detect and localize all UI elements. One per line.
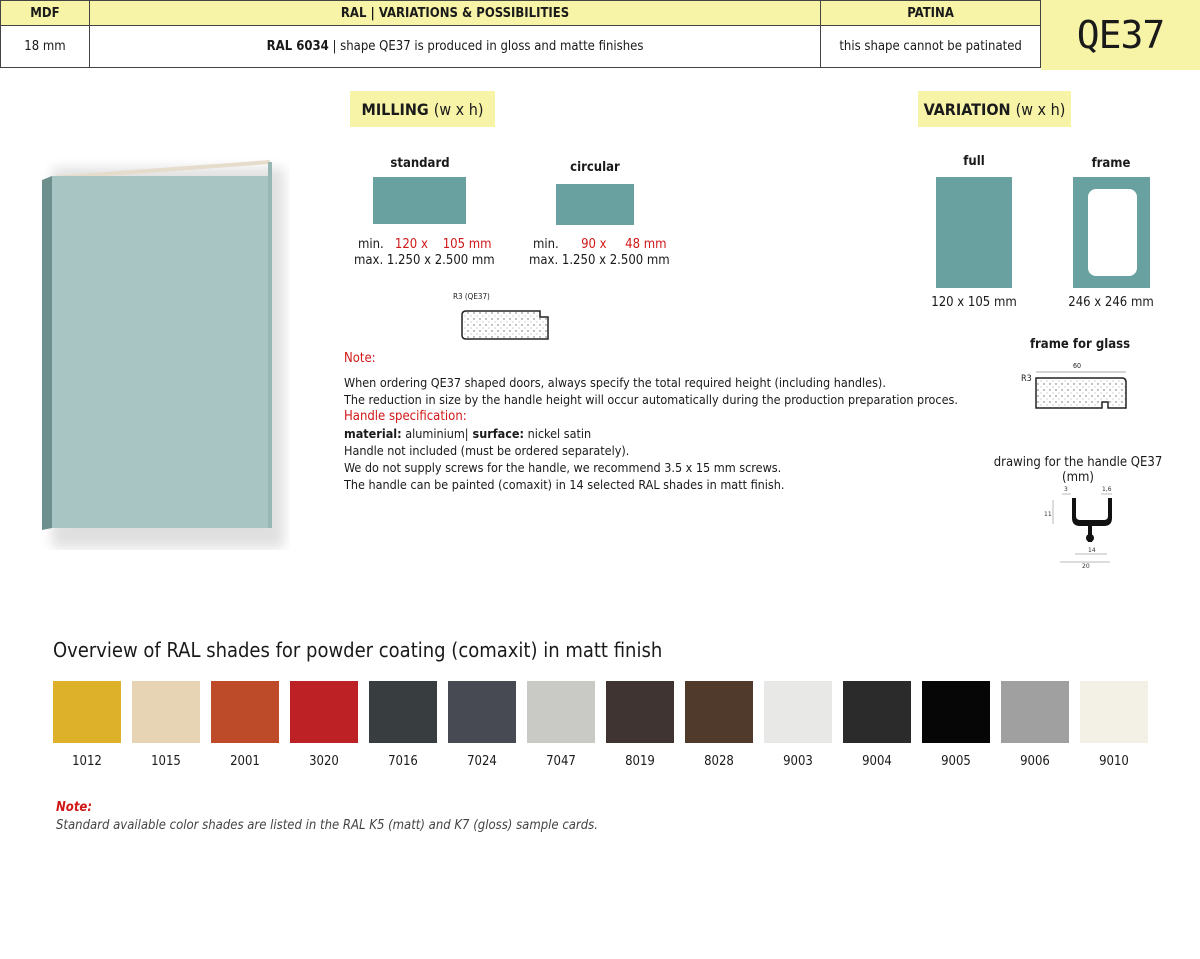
mdf-header: MDF [1, 1, 90, 26]
circular-dims [529, 237, 670, 269]
ral-swatch-9006 [1001, 681, 1069, 743]
ral-code-label: 9006 [1020, 754, 1050, 769]
circular-min-prefix: min. [533, 237, 559, 252]
ral-code-label: 1012 [72, 754, 102, 769]
milling-tag [350, 91, 495, 127]
note-line-4: We do not supply screws for the handle, we recommend 3.5 x 15 mm screws. [344, 460, 782, 475]
handle-dim-3: 3 [1064, 486, 1068, 493]
note-line-1: When ordering QE37 shaped doors, always specify the total required height (including handles). [344, 375, 886, 390]
footnote-text: Standard available color shades are listed in the RAL K5 (matt) and K7 (gloss) sample cards. [56, 818, 598, 833]
handle-dim-20: 20 [1082, 563, 1090, 570]
ral-code-label: 7047 [546, 754, 576, 769]
frame-swatch [1073, 177, 1150, 288]
handle-drawing-label: drawing for the handle QE37 (mm) [993, 455, 1163, 485]
circular-max: max. 1.250 x 2.500 mm [529, 253, 670, 268]
standard-swatch [373, 177, 466, 224]
ral-header: RAL | VARIATIONS & POSSIBILITIES [89, 1, 820, 26]
frame-glass-r3: R3 [1021, 374, 1032, 384]
spec-table [0, 0, 1041, 68]
footnote [56, 799, 598, 835]
standard-dims [354, 237, 495, 269]
handle-drawing [1040, 480, 1120, 570]
ral-code-label: 2001 [230, 754, 260, 769]
ral-code-label: 7016 [388, 754, 418, 769]
profile-label: R3 (QE37) [453, 292, 490, 301]
ral-description: | shape QE37 is produced in gloss and matte finishes [328, 39, 644, 54]
ral-swatch-7016 [369, 681, 437, 743]
full-size: 120 x 105 mm [931, 295, 1017, 310]
standard-min-prefix: min. [358, 237, 384, 252]
ral-swatch-9004 [843, 681, 911, 743]
ral-swatch-2001 [211, 681, 279, 743]
ral-code-label: 7024 [467, 754, 497, 769]
mdf-value: 18 mm [1, 26, 90, 68]
patina-value: this shape cannot be patinated [821, 26, 1041, 68]
variation-unit: (w x h) [1015, 99, 1066, 119]
ral-swatch-8028 [685, 681, 753, 743]
full-label: full [963, 154, 985, 169]
frame-opening [1088, 189, 1137, 276]
frame-glass-label: frame for glass [1029, 337, 1131, 352]
ral-swatch-7047 [527, 681, 595, 743]
standard-min-value: 120 x 105 mm [394, 237, 492, 252]
standard-label: standard [390, 156, 450, 171]
ral-swatch-9010 [1080, 681, 1148, 743]
footnote-title: Note: [56, 800, 93, 815]
milling-profile-drawing [460, 305, 555, 345]
milling-unit: (w x h) [433, 99, 484, 119]
ral-swatch-7024 [448, 681, 516, 743]
ral-code-label: 1015 [151, 754, 181, 769]
patina-header: PATINA [821, 1, 1041, 26]
frame-label: frame [1091, 156, 1131, 171]
circular-label: circular [570, 160, 620, 175]
ral-swatch-8019 [606, 681, 674, 743]
handle-dim-11: 11 [1044, 511, 1052, 518]
circular-min-value: 90 x 48 mm [581, 237, 667, 252]
ral-value [89, 26, 820, 68]
ral-code-label: 9004 [862, 754, 892, 769]
ral-code-label: 8028 [704, 754, 734, 769]
ral-code-label: 9005 [941, 754, 971, 769]
note-line-5: The handle can be painted (comaxit) in 14 selected RAL shades in matt finish. [344, 477, 785, 492]
handle-material: material: aluminium| surface: nickel satin [344, 426, 592, 441]
frame-size: 246 x 246 mm [1068, 295, 1154, 310]
circular-swatch [556, 184, 634, 225]
overview-title: Overview of RAL shades for powder coating (comaxit) in matt finish [53, 638, 663, 662]
ral-swatch-1015 [132, 681, 200, 743]
note-title: Note: [344, 351, 376, 366]
ral-swatch-1012 [53, 681, 121, 743]
note-line-3: Handle not included (must be ordered separately). [344, 443, 630, 458]
handle-spec-title: Handle specification: [344, 409, 467, 424]
standard-max: max. 1.250 x 2.500 mm [354, 253, 495, 268]
ral-code-label: 9010 [1099, 754, 1129, 769]
ral-code-label: 9003 [783, 754, 813, 769]
frame-glass-dim: 60 [1073, 362, 1082, 370]
note-body [344, 374, 958, 493]
full-swatch [936, 177, 1012, 288]
frame-glass-drawing [1030, 370, 1130, 415]
milling-title: MILLING [361, 99, 429, 119]
note-line-2: The reduction in size by the handle height will occur automatically during the production preparation proces. [344, 392, 958, 407]
ral-swatch-9003 [764, 681, 832, 743]
ral-code: RAL 6034 [266, 39, 329, 54]
handle-dim-16: 1,6 [1102, 486, 1112, 493]
ral-code-label: 3020 [309, 754, 339, 769]
ral-swatch-9005 [922, 681, 990, 743]
ral-code-label: 8019 [625, 754, 655, 769]
product-code: QE37 [1041, 0, 1200, 70]
door-image [30, 150, 290, 550]
handle-dim-14: 14 [1088, 547, 1096, 554]
variation-title: VARIATION [923, 99, 1011, 119]
variation-tag [918, 91, 1071, 127]
ral-swatch-3020 [290, 681, 358, 743]
